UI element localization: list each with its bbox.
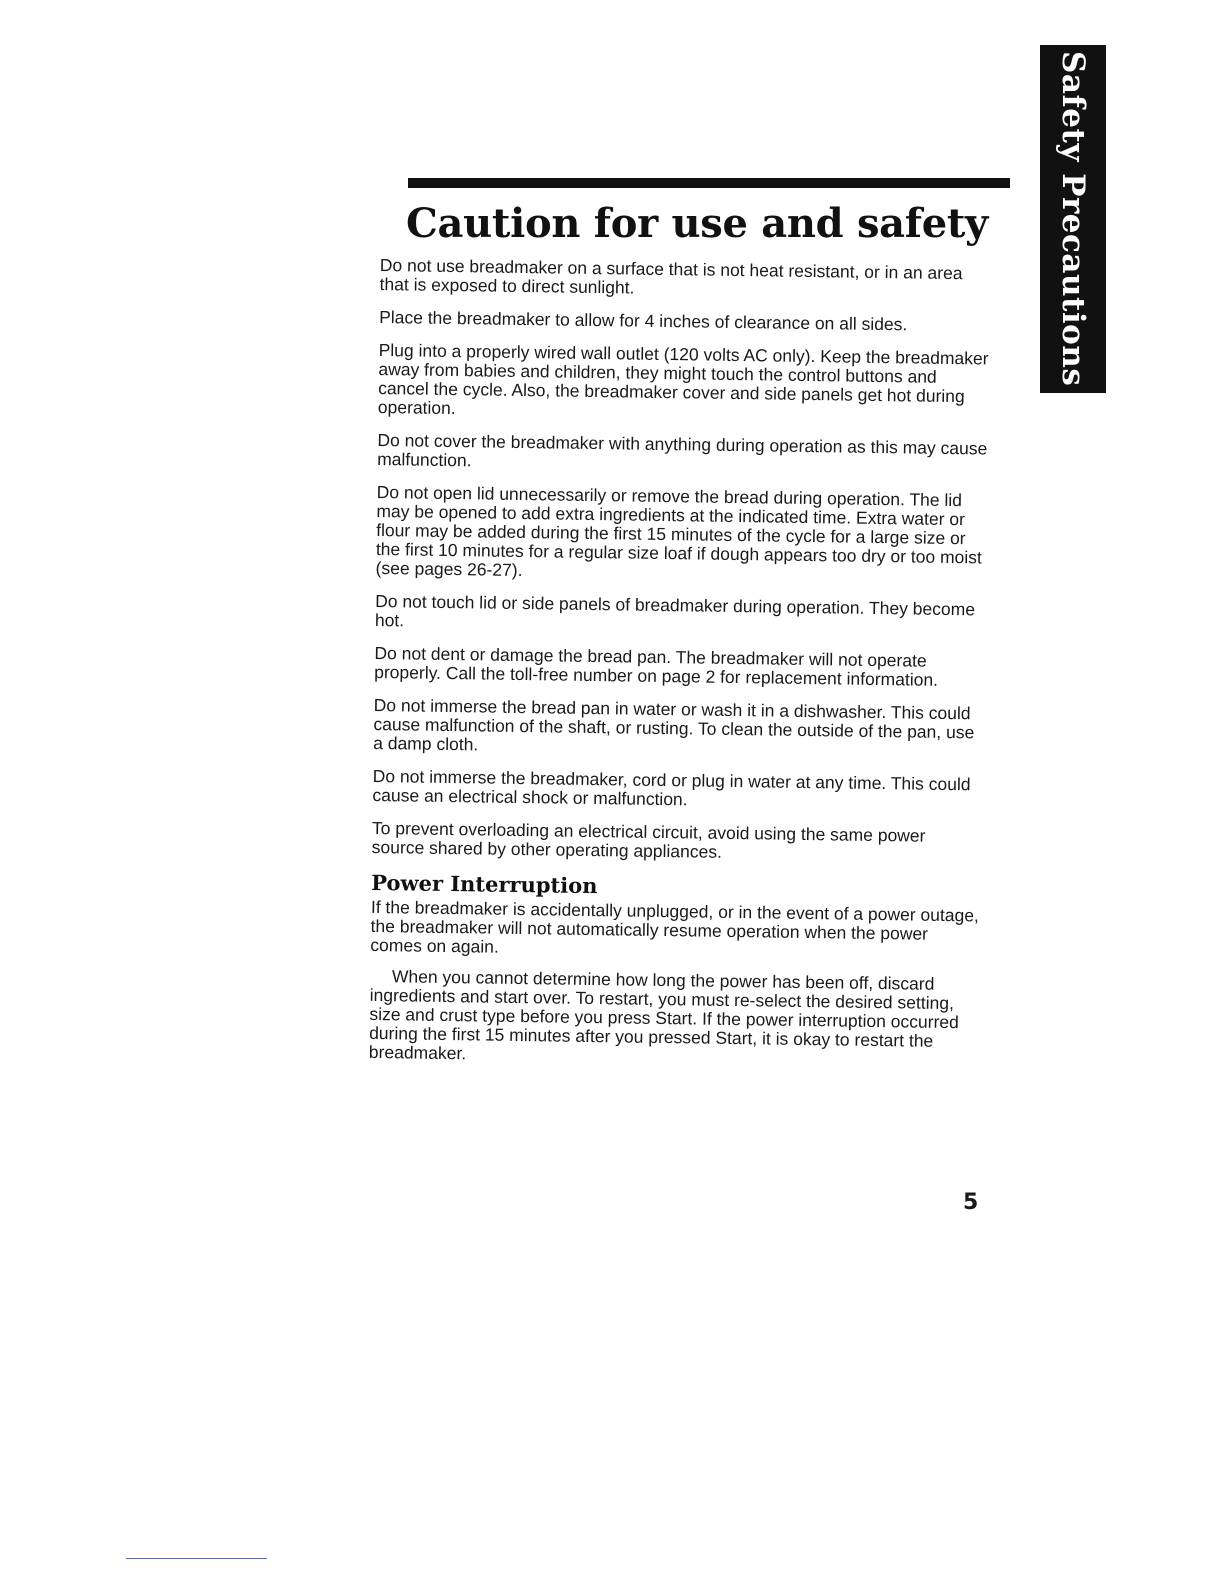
caution-paragraph: Do not touch lid or side panels of breadmaker during operation. They become hot. [374, 590, 976, 631]
caution-paragraph: Do not open lid unnecessarily or remove the bread during operation. The lid may be opened to add extra ingredients at the indicated time. Extra water or flour may be added during the first 15 minutes of the cycle for a large size or the first 10 minutes for a regular size loaf if dough appears too dry or too moist (see pages 26-27). [375, 481, 983, 581]
power-interruption-heading: Power Interruption [371, 869, 598, 899]
section-tab-label: Safety Precautions [1055, 51, 1091, 387]
caution-paragraph: Do not use breadmaker on a surface that is not heat resistant, or in an area that is exposed to direct sunlight. [379, 255, 963, 298]
caution-paragraph: Do not cover the breadmaker with anything during operation as this may cause malfunction. [377, 429, 988, 471]
scan-edge-line [126, 1558, 267, 1559]
power-interruption-paragraph: If the breadmaker is accidentally unplugged, or in the event of a power outage, the breadmaker will not automatically resume operation when the power comes on again. [370, 896, 980, 957]
caution-paragraph: Place the breadmaker to allow for 4 inches of clearance on all sides. [379, 306, 908, 335]
title-rule [408, 178, 1010, 188]
caution-paragraph: Do not immerse the breadmaker, cord or plug in water at any time. This could cause an electrical shock or malfunction. [372, 765, 971, 810]
page-title: Caution for use and safety [406, 200, 988, 247]
caution-paragraph: Do not dent or damage the bread pan. The breadmaker will not operate properly. Call the toll-free number on page 2 for replacement information. [374, 642, 939, 690]
page-number: 5 [963, 1190, 979, 1215]
caution-paragraph: To prevent overloading an electrical circuit, avoid using the same power source shared by other operating appliances. [371, 817, 926, 862]
section-tab [1040, 45, 1106, 393]
main-content [369, 256, 990, 1082]
caution-paragraph: Do not immerse the bread pan in water or wash it in a dishwasher. This could cause malfunction of the shaft, or rusting. To clean the outside of the pan, use a damp cloth. [373, 694, 975, 755]
caution-paragraph: Plug into a properly wired wall outlet (120 volts AC only). Keep the breadmaker away from babies and children, they might touch the control buttons and cancel the cycle. Also, the breadmaker cover and side panels get hot during operation. [377, 339, 989, 419]
power-interruption-paragraph: When you cannot determine how long the power has been off, discard ingredients and start over. To restart, you must re-select the desired setting, size and crust type before you press Start. If the power interruption occurred during the first 15 minutes after you pressed Start, it is okay to restart the breadmaker. [368, 966, 959, 1064]
